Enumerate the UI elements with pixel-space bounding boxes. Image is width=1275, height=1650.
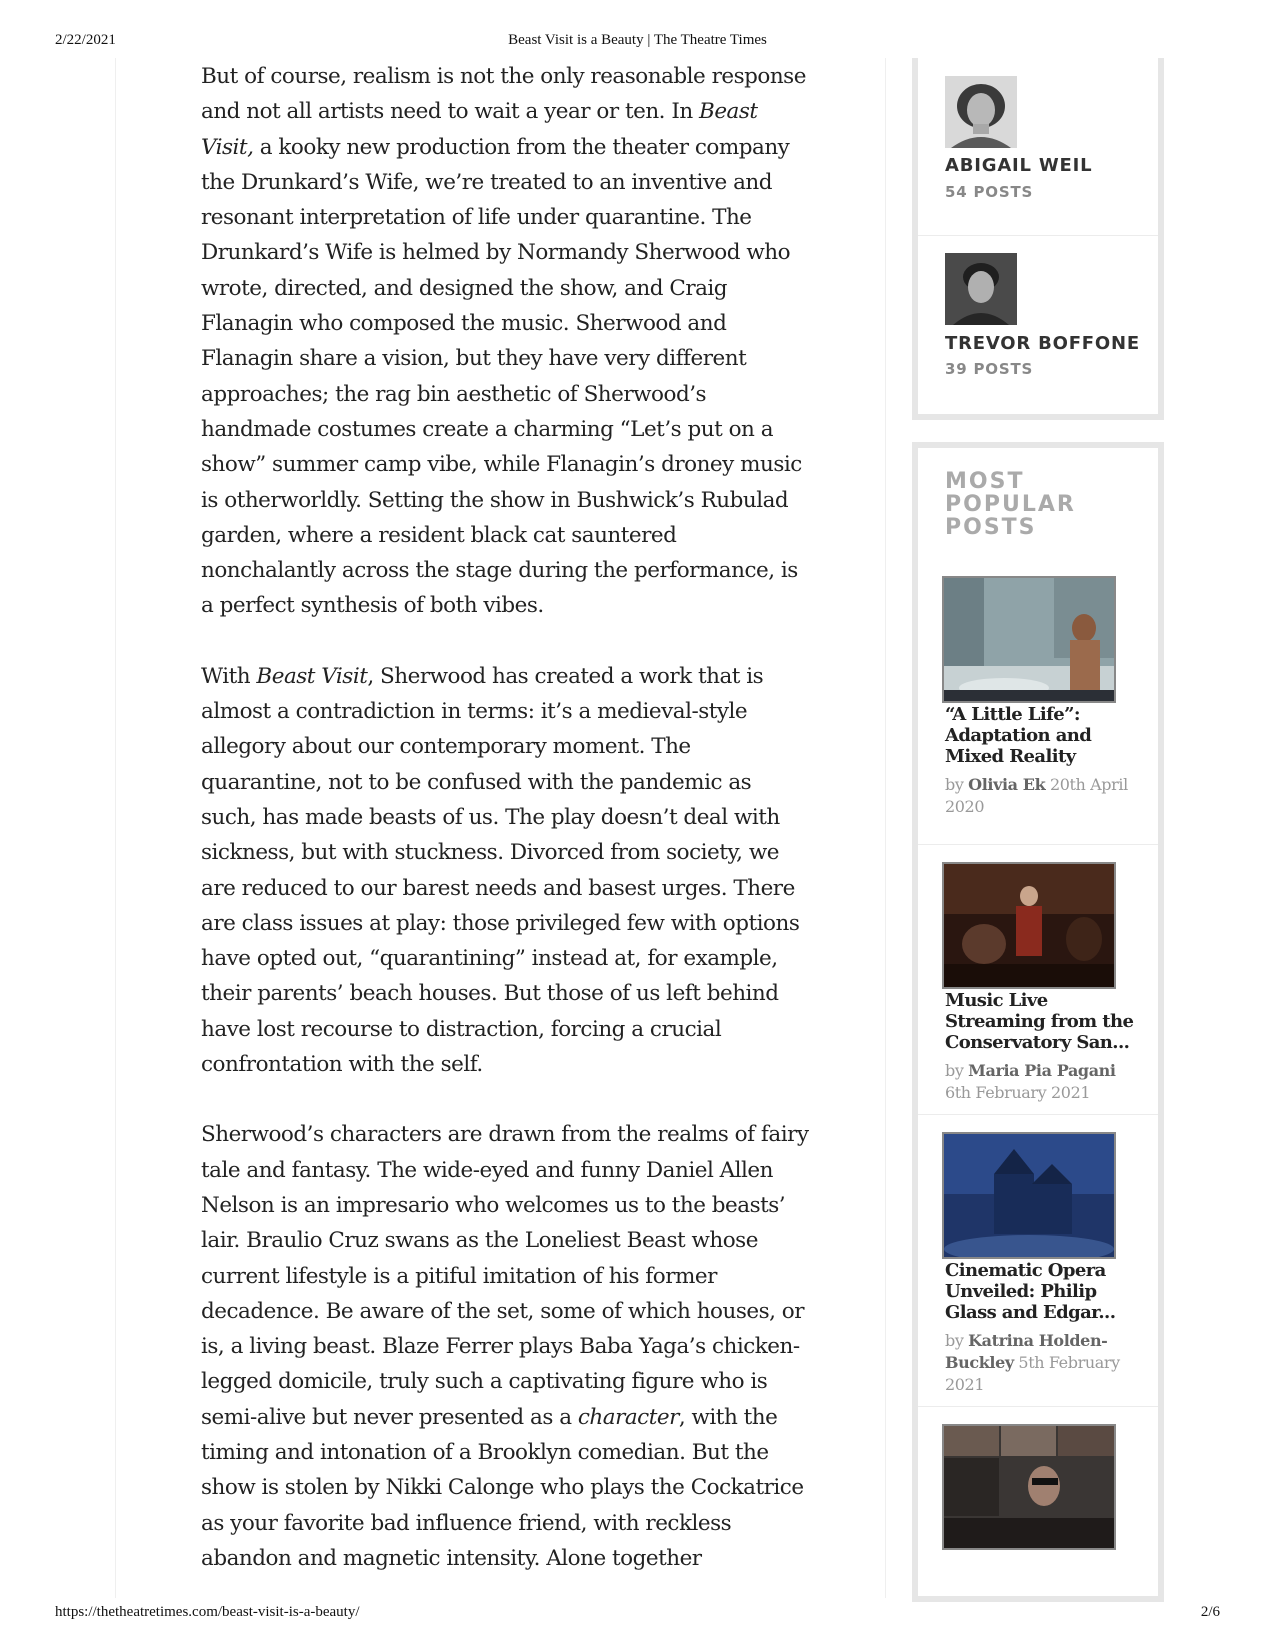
haunted-house-image-icon xyxy=(944,1134,1114,1257)
popular-post-item[interactable] xyxy=(918,448,1158,845)
post-title[interactable]: Cinematic Opera Unveiled: Philip Glass and Edgar... xyxy=(945,1260,1116,1323)
video-grid-image-icon xyxy=(944,1426,1114,1548)
author-item[interactable] xyxy=(918,236,1158,413)
post-title[interactable]: Music Live Streaming from the Conservatory San... xyxy=(945,990,1134,1053)
authors-widget xyxy=(912,58,1164,420)
post-thumbnail[interactable] xyxy=(942,1132,1116,1259)
author-name[interactable]: TREVOR BOFFONE xyxy=(945,333,1140,354)
print-footer xyxy=(0,1604,1275,1624)
city-scene-image-icon xyxy=(944,578,1114,701)
post-author[interactable]: Katrina Holden-Buckley xyxy=(945,1331,1108,1372)
content-divider-right xyxy=(885,58,886,1598)
post-meta: by Maria Pia Pagani 6th February 2021 xyxy=(945,1061,1116,1102)
post-thumbnail[interactable] xyxy=(942,1424,1116,1550)
author-name[interactable]: ABIGAIL WEIL xyxy=(945,155,1093,176)
print-header xyxy=(0,32,1275,52)
post-title[interactable]: “A Little Life”: Adaptation and Mixed Reality xyxy=(945,704,1092,767)
author-post-count: 39 POSTS xyxy=(945,360,1034,378)
man-portrait-icon xyxy=(945,253,1017,325)
print-page-number: 2/6 xyxy=(1200,1604,1220,1620)
article-body xyxy=(201,59,811,1611)
article-paragraph: With Beast Visit, Sherwood has created a work that is almost a contradiction in terms: it’s a medieval-style allegory about our contemporary moment. The quarantine, not to be confused with the pandemic as such, has made beasts of us. The play doesn’t deal with sickness, but with stuckness. Divorced from society, we are reduced to our barest needs and basest urges. There are class issues at play: those privileged few with options have opted out, “quarantining” instead at, for example, their parents’ beach houses. But those of us left behind have lost recourse to distraction, forcing a crucial confrontation with the self. xyxy=(201,663,800,1078)
article-paragraph: Sherwood’s characters are drawn from the realms of fairy tale and fantasy. The wide-eyed and funny Daniel Allen Nelson is an impresario who welcomes us to the beasts’ lair. Braulio Cruz swans as the Loneliest Beast whose current lifestyle is a pitiful imitation of his former decadence. Be aware of the set, some of which houses, or is, a living beast. Blaze Ferrer plays Baba Yaga’s chicken-legged domicile, truly such a captivating figure who is semi-alive but never presented as a character, with the timing and intonation of a Brooklyn comedian. But the show is stolen by Nikki Calonge who plays the Cockatrice as your favorite bad influence friend, with reckless abandon and magnetic intensity. Alone together xyxy=(201,1122,809,1571)
post-thumbnail[interactable] xyxy=(942,862,1116,989)
post-thumbnail[interactable] xyxy=(942,576,1116,703)
print-url: https://thetheatretimes.com/beast-visit-is-a-beauty/ xyxy=(55,1604,360,1620)
woman-portrait-icon xyxy=(945,76,1017,148)
avatar[interactable] xyxy=(945,76,1017,148)
post-meta: by Katrina Holden-Buckley 5th February 2021 xyxy=(945,1331,1120,1394)
content-divider-left xyxy=(115,58,116,1598)
popular-posts-heading: MOST POPULAR POSTS xyxy=(945,469,1076,540)
popular-post-item[interactable] xyxy=(918,1406,1158,1606)
concert-image-icon xyxy=(944,864,1114,987)
print-date: 2/22/2021 xyxy=(55,32,116,48)
popular-post-item[interactable] xyxy=(918,1114,1158,1407)
author-post-count: 54 POSTS xyxy=(945,183,1034,201)
post-author[interactable]: Maria Pia Pagani xyxy=(968,1061,1116,1080)
avatar[interactable] xyxy=(945,253,1017,325)
popular-posts-widget xyxy=(912,442,1164,1602)
post-author[interactable]: Olivia Ek xyxy=(968,775,1046,794)
print-page-title: Beast Visit is a Beauty | The Theatre Times xyxy=(508,32,767,48)
article-paragraph: But of course, realism is not the only reasonable response and not all artists need to wait a year or ten. In Beast Visit, a kooky new production from the theater company the Drunkard’s Wife, we’re treated to an inventive and resonant interpretation of life under quarantine. The Drunkard’s Wife is helmed by Normandy Sherwood who wrote, directed, and designed the show, and Craig Flanagin who composed the music. Sherwood and Flanagin share a vision, but they have very different approaches; the rag bin aesthetic of Sherwood’s handmade costumes create a charming “Let’s put on a show” summer camp vibe, while Flanagin’s droney music is otherworldly. Setting the show in Bushwick’s Rubulad garden, where a resident black cat sauntered nonchalantly across the stage during the performance, is a perfect synthesis of both vibes. xyxy=(201,64,806,619)
post-meta: by Olivia Ek 20th April 2020 xyxy=(945,775,1128,816)
popular-post-item[interactable] xyxy=(918,844,1158,1115)
author-item[interactable] xyxy=(918,58,1158,236)
